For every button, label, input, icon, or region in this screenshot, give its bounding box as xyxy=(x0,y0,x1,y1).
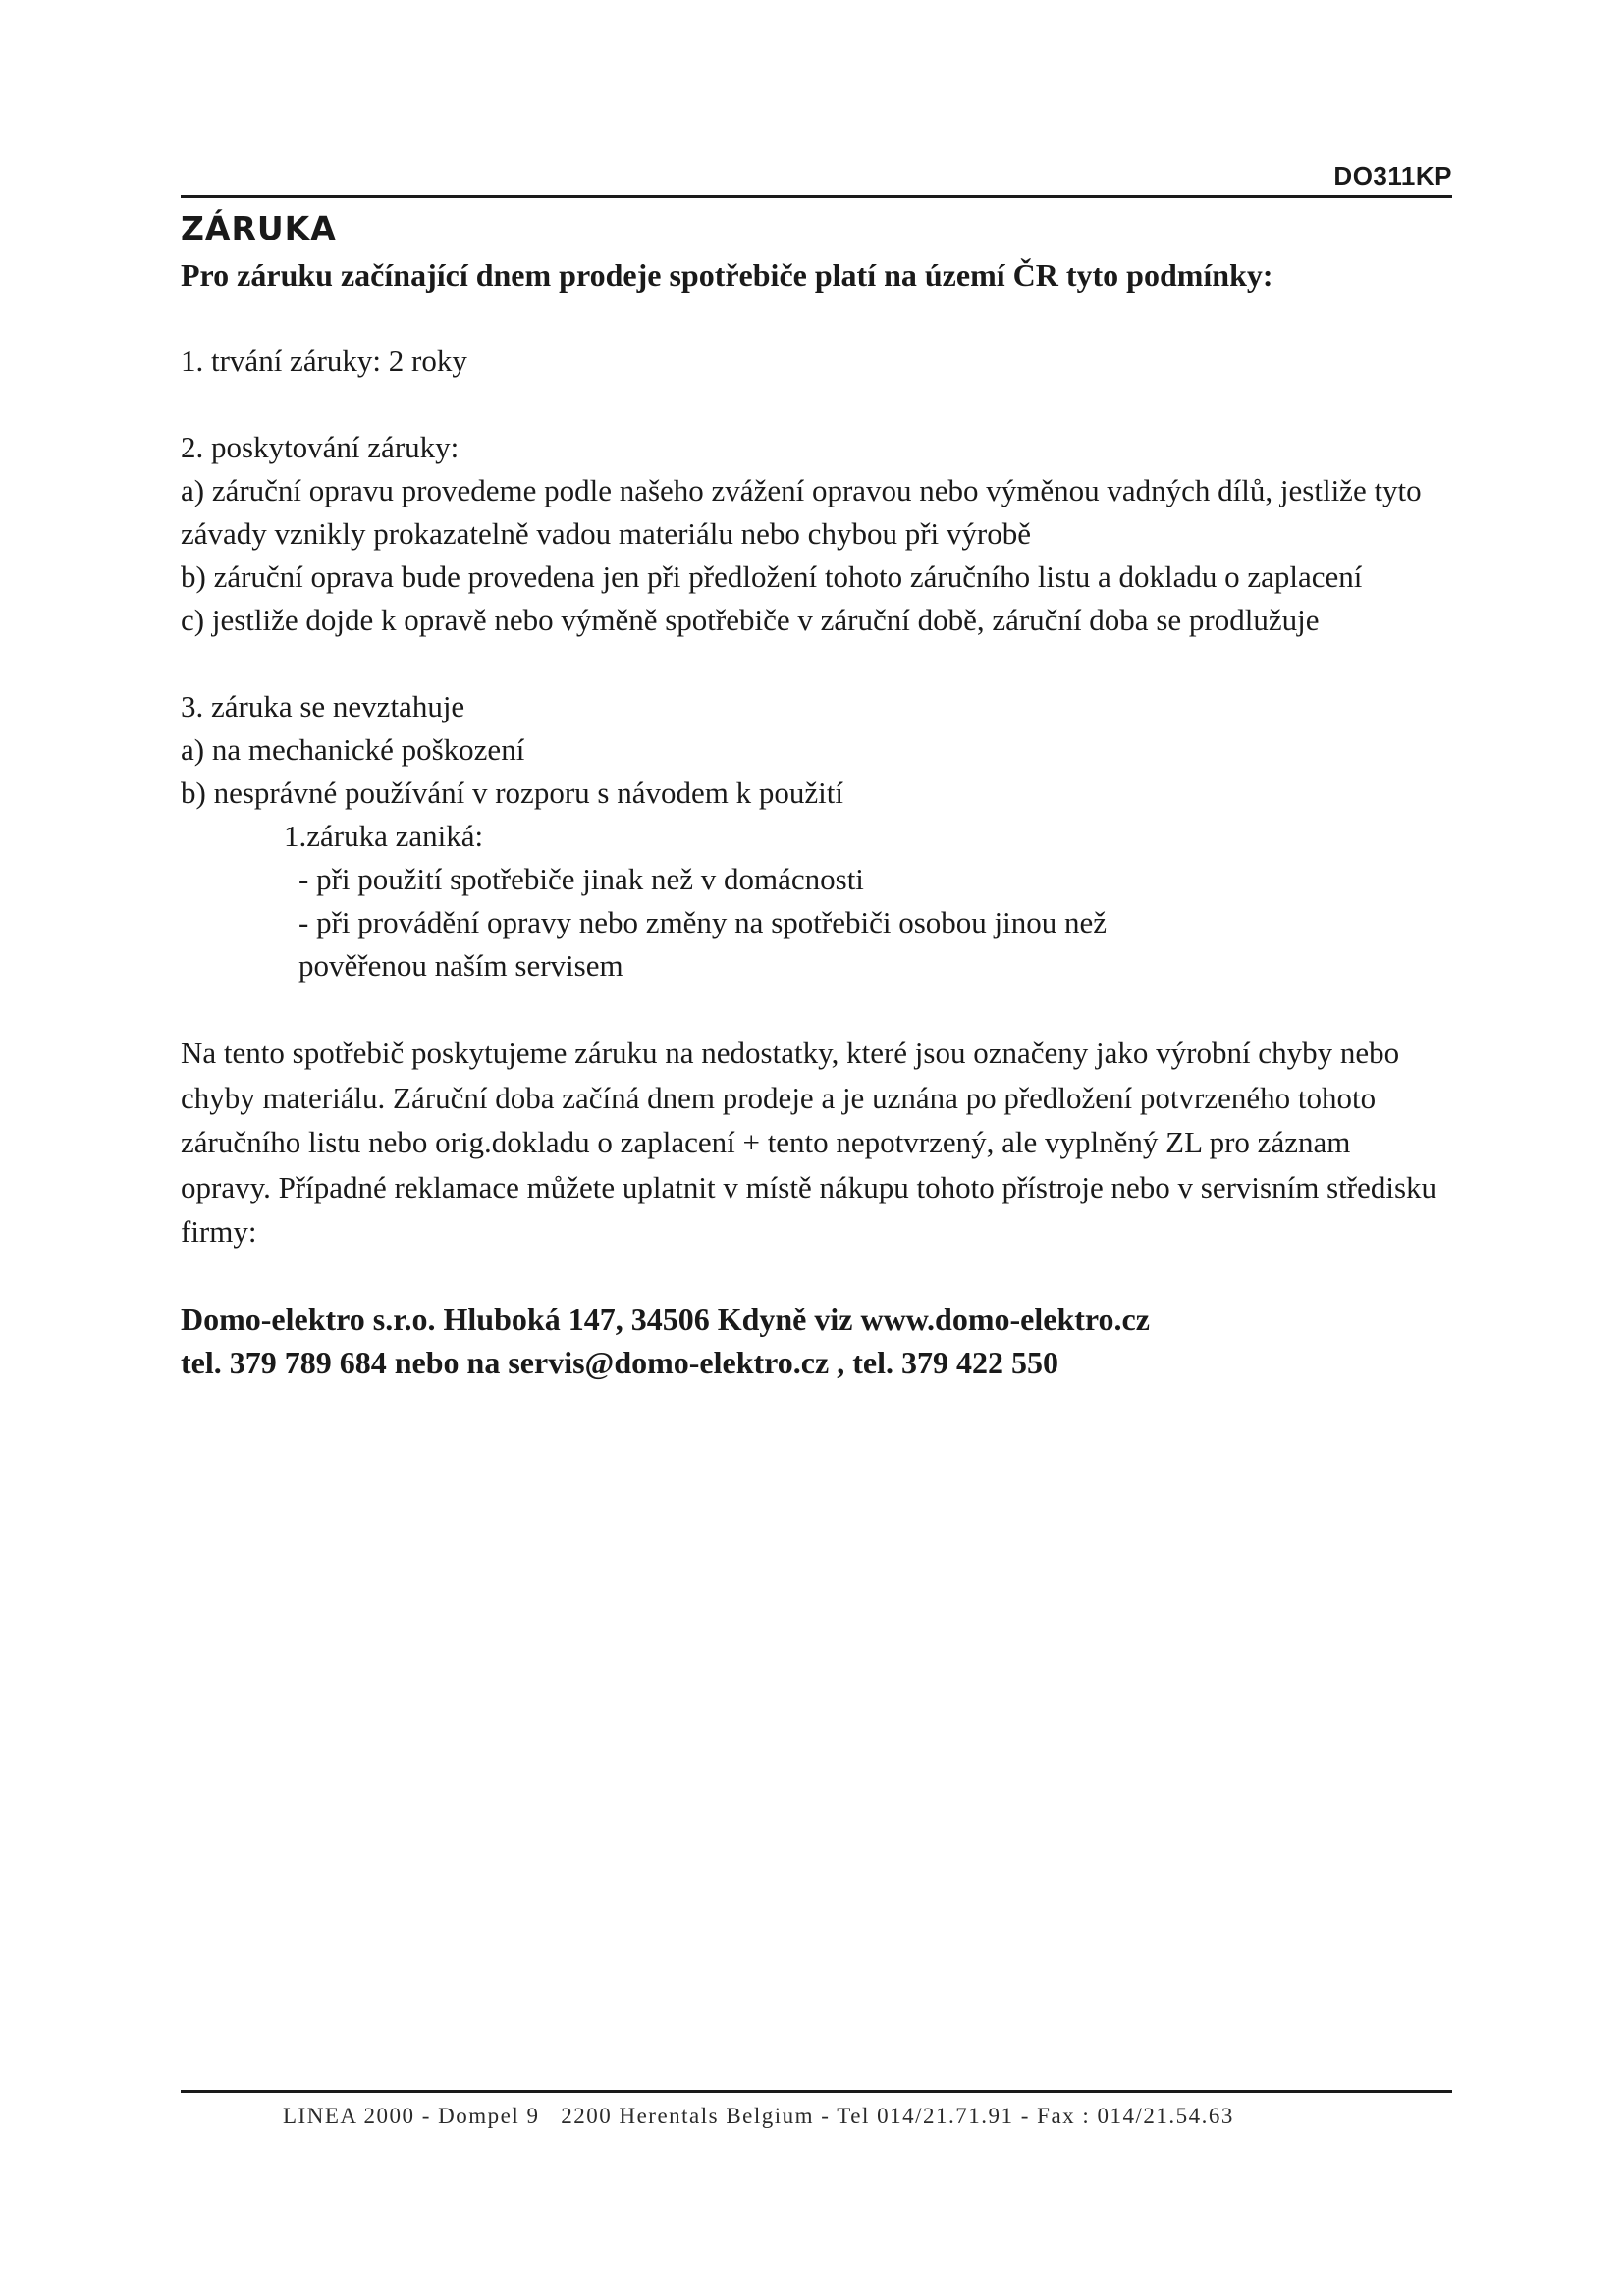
contact-line-2: tel. 379 789 684 nebo na servis@domo-elektro.cz , tel. 379 422 550 xyxy=(181,1344,1058,1380)
section2-item-c: c) jestliže dojde k opravě nebo výměně spotřebiče v záruční době, záruční doba se prodlužuje xyxy=(181,603,1320,637)
footer-address: LINEA 2000 - Dompel 9 2200 Herentals Belgium - Tel 014/21.71.91 - Fax : 014/21.54.63 xyxy=(283,2104,1234,2128)
spacer xyxy=(181,296,1457,340)
section3-subitem-1: - při použití spotřebiče jinak než v domácnosti xyxy=(298,862,864,896)
section2-item-a: a) záruční opravu provedeme podle našeho zvážení opravou nebo výměnou vadných dílů, jestliže tyto závady vznikly prokazatelně vadou materiálu nebo chybou při výrobě xyxy=(181,473,1422,551)
spacer xyxy=(181,988,1457,1031)
spacer xyxy=(181,383,1457,426)
section3-subheading: 1.záruka zaniká: xyxy=(284,819,484,853)
header-rule xyxy=(181,195,1452,198)
warranty-paragraph: Na tento spotřebič poskytujeme záruku na nedostatky, které jsou označeny jako výrobní chyby nebo chyby materiálu. Záruční doba začíná dnem prodeje a je uznána po předložení potvrzeného tohoto záručního listu nebo orig.dokladu o zaplacení + tento nepotvrzený, ale vyplněný ZL pro záznam opravy. Případné reklamace můžete uplatnit v místě nákupu tohoto přístroje nebo v servisním středisku firmy: xyxy=(181,1036,1437,1249)
section3-item-a: a) na mechanické poškození xyxy=(181,732,525,767)
section3-item-b: b) nesprávné používání v rozporu s návodem k použití xyxy=(181,775,843,810)
spacer xyxy=(181,1255,1457,1298)
spacer xyxy=(181,642,1457,685)
footer-rule xyxy=(181,2090,1452,2093)
section2-item-b: b) záruční oprava bude provedena jen při předložení tohoto záručního listu a dokladu o zaplacení xyxy=(181,560,1363,594)
contact-line-1: Domo-elektro s.r.o. Hluboká 147, 34506 Kdyně viz www.domo-elektro.cz xyxy=(181,1301,1150,1337)
section3-heading: 3. záruka se nevztahuje xyxy=(181,689,465,723)
model-code: DO311KP xyxy=(1333,161,1452,190)
document-title: ZÁRUKA xyxy=(181,209,337,247)
section3-subitem-2: - při provádění opravy nebo změny na spotřebiči osobou jinou než pověřenou naším servisem xyxy=(298,905,1107,983)
document-body xyxy=(181,253,1457,1384)
intro-statement: Pro záruku začínající dnem prodeje spotřebiče platí na území ČR tyto podmínky: xyxy=(181,257,1273,293)
section2-heading: 2. poskytování záruky: xyxy=(181,430,460,464)
warranty-duration: 1. trvání záruky: 2 roky xyxy=(181,344,467,378)
